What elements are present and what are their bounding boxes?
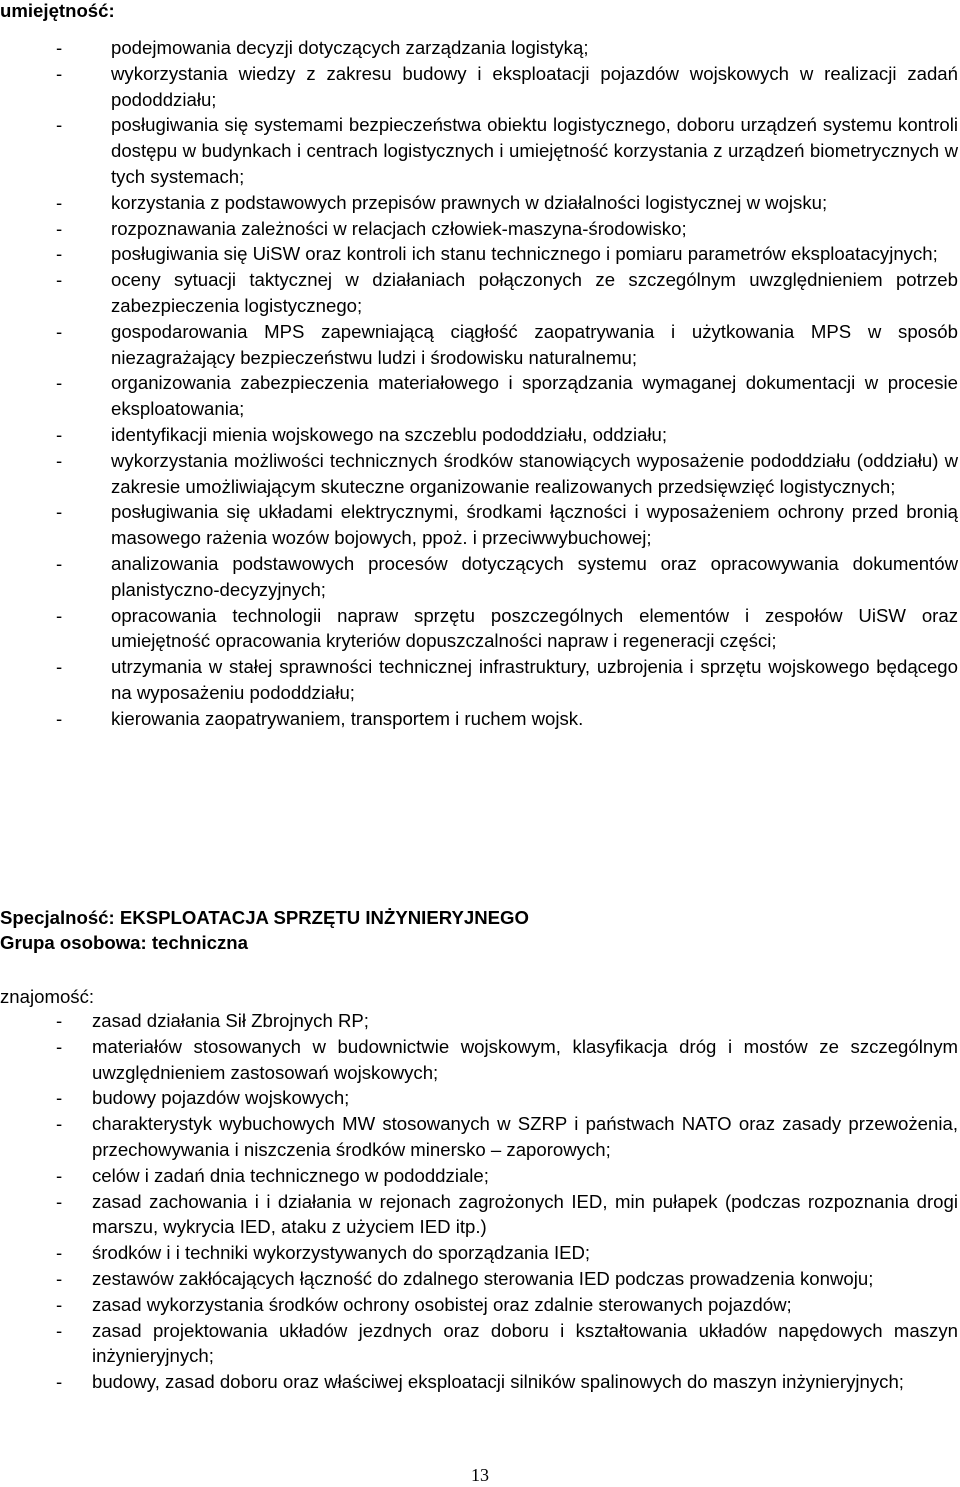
list-item-text: oceny sytuacji taktycznej w działaniach połączonych ze szczególnym uwzględnieniem potrzeb zabezpieczenia logistycznego; bbox=[111, 269, 958, 316]
list-item bbox=[56, 241, 958, 267]
list-item-text: opracowania technologii napraw sprzętu poszczególnych elementów i zespołów UiSW oraz umiejętność opracowania kryteriów dopuszczalności napraw i regeneracji części; bbox=[111, 604, 958, 652]
bullet-dash: - bbox=[56, 269, 63, 291]
list-item-text: podejmowania decyzji dotyczących zarządzania logistyką; bbox=[111, 37, 589, 58]
list-item bbox=[56, 448, 958, 500]
bullet-dash: - bbox=[56, 449, 63, 471]
list-item-text: wykorzystania możliwości technicznych środków stanowiących wyposażenie pododdziału (oddziału) w zakresie umożliwiającym skuteczne organizowanie realizowanych przedsięwzięć logistycznych; bbox=[111, 449, 958, 497]
list-item-text: posługiwania się systemami bezpieczeństwa obiektu logistycznego, doboru urządzeń systemu kontroli dostępu w budynkach i centrach logistycznych i umiejętność korzystania z urządzeń biometrycznych w tych systemach; bbox=[111, 114, 958, 187]
list-item-text: posługiwania się układami elektrycznymi, środkami łączności i wyposażeniem ochrony przed bronią masowego rażenia wozów bojowych, ppoż. i przeciwwybuchowej; bbox=[111, 501, 958, 549]
list-item bbox=[56, 370, 958, 422]
bullet-dash: - bbox=[56, 1035, 63, 1057]
list-item bbox=[56, 112, 958, 189]
list-item-text: posługiwania się UiSW oraz kontroli ich stanu technicznego i pomiaru parametrów eksploatacyjnych; bbox=[111, 243, 938, 265]
bullet-dash: - bbox=[56, 1371, 63, 1393]
bullet-dash: - bbox=[56, 191, 63, 213]
list-item-text: zasad wykorzystania środków ochrony osobistej oraz zdalnie sterowanych pojazdów; bbox=[92, 1293, 792, 1315]
list-item-text: organizowania zabezpieczenia materiałowego i sporządzania wymaganej dokumentacji w procesie eksploatowania; bbox=[111, 372, 958, 420]
bullet-dash: - bbox=[56, 501, 63, 523]
list-item-text: budowy pojazdów wojskowych; bbox=[92, 1087, 350, 1109]
bullet-dash: - bbox=[56, 1113, 63, 1135]
bullet-dash: - bbox=[56, 1242, 63, 1264]
list-item bbox=[56, 1266, 958, 1292]
bullet-dash: - bbox=[56, 1087, 63, 1109]
bullet-dash: - bbox=[56, 1164, 63, 1186]
bullet-dash: - bbox=[56, 37, 63, 58]
skills-list bbox=[56, 35, 958, 732]
list-item-text: kierowania zaopatrywaniem, transportem i ruchem wojsk. bbox=[111, 707, 584, 729]
bullet-dash: - bbox=[56, 604, 63, 626]
list-item bbox=[56, 422, 958, 448]
bullet-dash: - bbox=[56, 1190, 63, 1212]
list-item-text: identyfikacji mienia wojskowego na szczeblu pododdziału, oddziału; bbox=[111, 423, 668, 445]
list-item bbox=[56, 61, 958, 113]
list-item bbox=[56, 1008, 958, 1034]
list-item-text: utrzymania w stałej sprawności technicznej infrastruktury, uzbrojenia i sprzętu wojskowego będącego na wyposażeniu pododdziału; bbox=[111, 656, 958, 703]
bullet-dash: - bbox=[56, 217, 63, 239]
list-item-text: rozpoznawania zależności w relacjach człowiek-maszyna-środowisko; bbox=[111, 217, 687, 239]
list-item-text: wykorzystania wiedzy z zakresu budowy i eksploatacji pojazdów wojskowych w realizacji zadań pododdziału; bbox=[111, 62, 958, 110]
bullet-dash: - bbox=[56, 552, 63, 574]
list-item bbox=[56, 1111, 958, 1163]
specialty-block bbox=[0, 905, 529, 955]
personnel-group: Grupa osobowa: techniczna bbox=[0, 932, 248, 953]
list-item bbox=[56, 1034, 958, 1086]
list-item-text: gospodarowania MPS zapewniającą ciągłość zaopatrywania i użytkowania MPS w sposób niezagrażający bezpieczeństwu ludzi i środowisku naturalnemu; bbox=[111, 320, 958, 368]
list-item-text: zasad projektowania układów jezdnych oraz doboru i kształtowania układów napędowych maszyn inżynieryjnych; bbox=[92, 1319, 958, 1367]
list-item bbox=[56, 216, 958, 242]
bullet-dash: - bbox=[56, 62, 63, 84]
list-item-text: korzystania z podstawowych przepisów prawnych w działalności logistycznej w wojsku; bbox=[111, 191, 828, 213]
list-item bbox=[56, 1085, 958, 1111]
list-item bbox=[56, 654, 958, 706]
list-item bbox=[56, 603, 958, 655]
bullet-dash: - bbox=[56, 656, 63, 678]
list-item-text: charakterystyk wybuchowych MW stosowanych w SZRP i państwach NATO oraz zasady przewożenia, przechowywania i niszczenia środków minersko – zaporowych; bbox=[92, 1113, 958, 1160]
bullet-dash: - bbox=[56, 114, 63, 136]
list-item bbox=[56, 190, 958, 216]
bullet-dash: - bbox=[56, 372, 63, 394]
page-number: 13 bbox=[471, 1465, 489, 1485]
bullet-dash: - bbox=[56, 423, 63, 445]
list-item-text: analizowania podstawowych procesów dotyczących systemu oraz opracowywania dokumentów planistyczno-decyzyjnych; bbox=[111, 552, 958, 600]
list-item-text: materiałów stosowanych w budownictwie wojskowym, klasyfikacja dróg i mostów ze szczególnym uwzględnieniem zastosowań wojskowych; bbox=[92, 1035, 958, 1083]
list-item bbox=[56, 499, 958, 551]
list-item-text: budowy, zasad doboru oraz właściwej eksploatacji silników spalinowych do maszyn inżynieryjnych; bbox=[92, 1371, 904, 1393]
specialty-title: Specjalność: EKSPLOATACJA SPRZĘTU INŻYNIERYJNEGO bbox=[0, 907, 529, 928]
bullet-dash: - bbox=[56, 1293, 63, 1315]
list-item bbox=[56, 267, 958, 319]
section-heading-skills: umiejętność: bbox=[0, 0, 115, 21]
knowledge-list bbox=[56, 1008, 958, 1395]
list-item bbox=[56, 1369, 958, 1395]
bullet-dash: - bbox=[56, 1267, 63, 1289]
list-item bbox=[56, 1189, 958, 1241]
list-item bbox=[56, 35, 958, 61]
list-item bbox=[56, 551, 958, 603]
list-item-text: celów i zadań dnia technicznego w pododdziale; bbox=[92, 1164, 489, 1186]
list-item-text: zestawów zakłócających łączność do zdalnego sterowania IED podczas prowadzenia konwoju; bbox=[92, 1267, 874, 1289]
list-item-text: środków i i techniki wykorzystywanych do sporządzania IED; bbox=[92, 1242, 591, 1264]
list-item bbox=[56, 1318, 958, 1370]
list-item bbox=[56, 1163, 958, 1189]
bullet-dash: - bbox=[56, 1319, 63, 1341]
list-item bbox=[56, 319, 958, 371]
list-item bbox=[56, 1240, 958, 1266]
section-heading-knowledge: znajomość: bbox=[0, 986, 95, 1007]
bullet-dash: - bbox=[56, 243, 63, 265]
list-item bbox=[56, 1292, 958, 1318]
bullet-dash: - bbox=[56, 320, 63, 342]
list-item bbox=[56, 706, 958, 732]
list-item-text: zasad działania Sił Zbrojnych RP; bbox=[92, 1010, 369, 1031]
list-item-text: zasad zachowania i i działania w rejonach zagrożonych IED, min pułapek (podczas rozpoznania drogi marszu, wykrycia IED, ataku z użyciem IED itp.) bbox=[92, 1190, 958, 1238]
bullet-dash: - bbox=[56, 707, 63, 729]
bullet-dash: - bbox=[56, 1010, 63, 1031]
